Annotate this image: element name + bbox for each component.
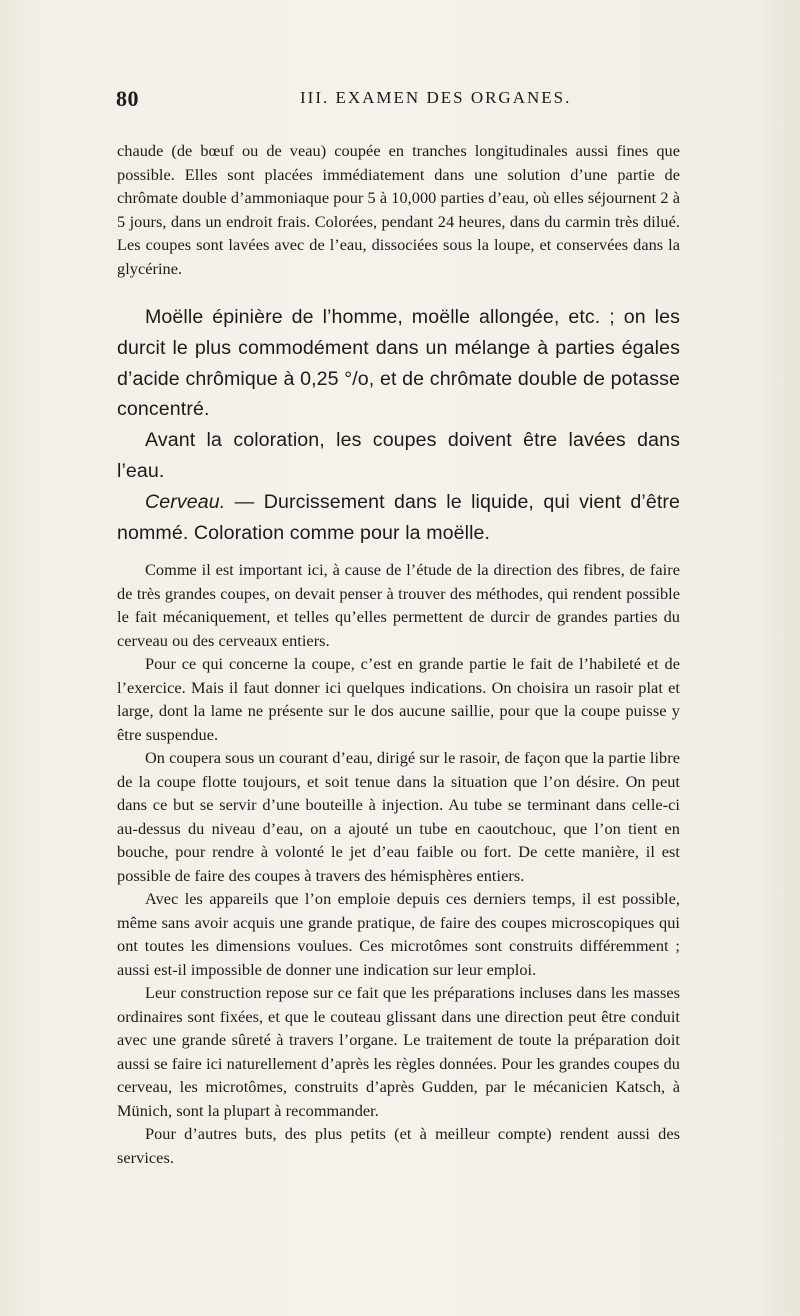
- paragraph: Comme il est important ici, à cause de l’étude de la direction des fibres, de faire de très grandes coupes, on devait penser à trouver des méthodes, qui rendent possible le fait mécaniquement, et telles qu’elles permettent de durcir de grandes parties du cerveau ou des cerveaux entiers.: [117, 560, 680, 650]
- cerveau-text: — Durcissement dans le liquide, qui vient d’être nommé. Coloration comme pour la moëlle.: [117, 490, 680, 544]
- paragraph-moelle: Moëlle épinière de l’homme, moëlle allongée, etc. ; on les durcit le plus commodément dans un mélange à parties égales d’acide chrômique à 0,25 °/o, et de chrômate double de potasse concentré.: [117, 306, 680, 421]
- bottom-text-block: [117, 558, 680, 1169]
- paragraph: Avec les appareils que l’on emploie depuis ces derniers temps, il est possible, même sans avoir acquis une grande pratique, de faire des coupes microscopiques qui ont toutes les dimensions voulues. Ces microtômes sont construits différemment ; aussi est-il impossible de donner une indication sur leur emploi.: [117, 889, 680, 979]
- page-number: 80: [116, 86, 139, 111]
- paragraph: Leur construction repose sur ce fait que les préparations incluses dans les masses ordinaires sont fixées, et que le couteau glissant dans une direction peut être conduit avec une grande sûreté à travers l’organe. Le traitement de toute la préparation doit aussi se faire ici naturellement d’après les règles données. Pour les grandes coupes du cerveau, les microtômes, construits d’après Gudden, par le mécanicien Katsch, à Münich, sont la plupart à recommander.: [117, 983, 680, 1120]
- middle-text-block: [117, 302, 680, 548]
- paragraph: Pour ce qui concerne la coupe, c’est en grande partie le fait de l’habileté et de l’exercice. Mais il faut donner ici quelques indications. On choisira un rasoir plat et large, dont la lame ne présente sur le dos aucune saillie, pour que la coupe puisse y être suspendue.: [117, 654, 680, 744]
- paragraph: Pour d’autres buts, des plus petits (et à meilleur compte) rendent aussi des services.: [117, 1124, 680, 1167]
- paragraph-avant: Avant la coloration, les coupes doivent être lavées dans l’eau.: [117, 429, 680, 482]
- paragraph: On coupera sous un courant d’eau, dirigé sur le rasoir, de façon que la partie libre de la coupe flotte toujours, et soit tenue dans la situation que l’on désire. On peut dans ce but se servir d’une bouteille à injection. Au tube se terminant dans celle-ci au-dessus du niveau d’eau, on a ajouté un tube en caoutchouc, que l’on tient en bouche, pour rendre à volonté le jet d’eau faible ou fort. De cette manière, il est possible de faire des coupes à travers des hémisphères entiers.: [117, 748, 680, 885]
- paragraph-cerveau: [117, 487, 680, 549]
- running-head: III. EXAMEN DES ORGANES.: [300, 88, 572, 107]
- top-text-block: [117, 139, 680, 280]
- page-header: [0, 86, 800, 116]
- cerveau-label: Cerveau.: [145, 490, 226, 513]
- paragraph: chaude (de bœuf ou de veau) coupée en tranches longitudinales aussi fines que possible. Elles sont placées immédiatement dans une solution d’une partie de chrômate double d’ammoniaque pour 5 à 10,000 parties d’eau, où elles séjournent 2 à 5 jours, dans un endroit frais. Colorées, pendant 24 heures, dans du carmin très dilué. Les coupes sont lavées avec de l’eau, dissociées sous la loupe, et conservées dans la glycérine.: [117, 141, 680, 278]
